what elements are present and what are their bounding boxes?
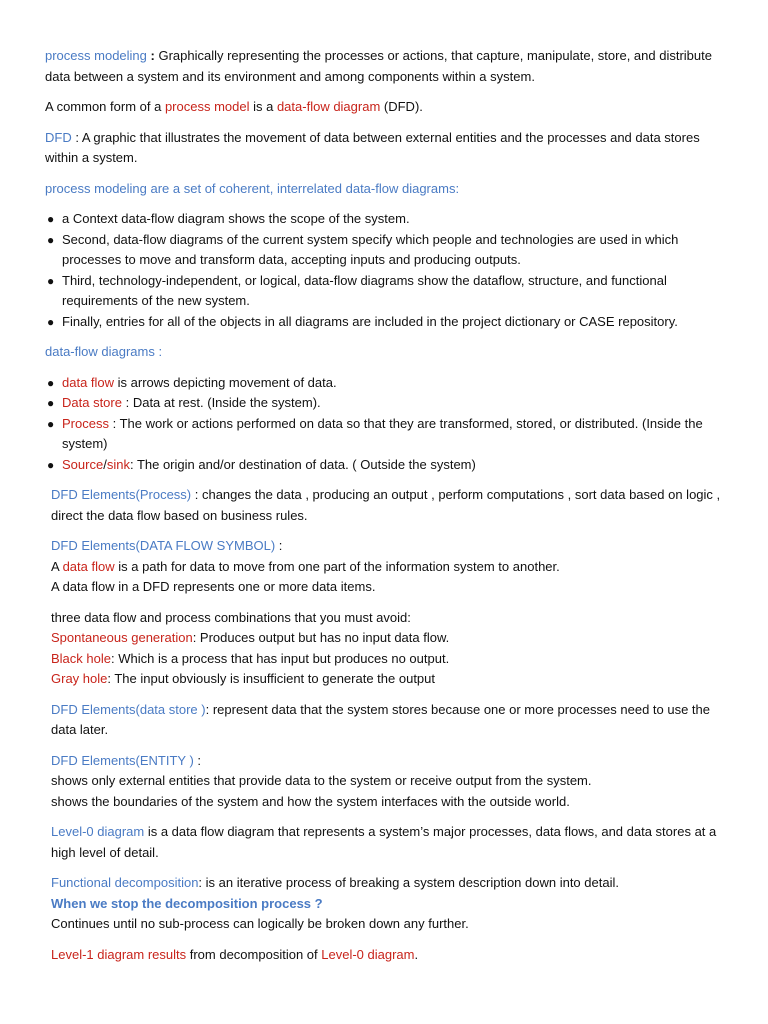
avoid-text: : Produces output but has no input data flow. xyxy=(192,630,450,645)
flow-line1-post: is a path for data to move from one part of the information system to another. xyxy=(114,558,560,574)
avoid-item xyxy=(51,649,728,670)
element-flow-block xyxy=(45,536,728,598)
element-entity-line2: shows the boundaries of the system and how the system interfaces with the outside world. xyxy=(51,793,570,809)
avoid-block xyxy=(45,608,728,690)
element-entity-term: DFD Elements(ENTITY ) xyxy=(51,752,194,768)
list-item-text: Finally, entries for all of the objects in all diagrams are included in the project dictionary or CASE repository. xyxy=(62,313,678,329)
data-flow-diagram-term: data-flow diagram xyxy=(276,99,381,114)
dfd-definition-text: : A graphic that illustrates the movement of data between external entities and the processes and data stores within a system. xyxy=(45,129,700,165)
list-item-text: : Data at rest. (Inside the system). xyxy=(121,395,321,410)
element-entity-line1: shows only external entities that provide data to the system or receive output from the system. xyxy=(51,773,592,788)
func-decomp-line xyxy=(51,873,728,894)
dfd-list xyxy=(45,373,728,476)
element-process-term: DFD Elements(Process) xyxy=(51,487,192,502)
data-store-term: Data store xyxy=(62,395,122,410)
process-modeling-term: process modeling xyxy=(45,48,147,63)
element-store-text: : represent data that the system stores because one or more processes need to use the data later. xyxy=(51,701,711,737)
flow-line1-pre: A xyxy=(51,558,63,574)
functional-decomposition-block xyxy=(45,873,728,935)
source-term: Source xyxy=(62,456,104,472)
element-flow-line2: A data flow in a DFD represents one or more data items. xyxy=(51,579,376,594)
common-form-mid: is a xyxy=(249,99,277,114)
func-decomp-answer: Continues until no sub-process can logically be broken down any further. xyxy=(51,916,469,931)
element-flow-term: DFD Elements(DATA FLOW SYMBOL) xyxy=(51,538,276,553)
level0-text: is a data flow diagram that represents a system’s major processes, data flows, and data stores at a high level of detail. xyxy=(51,824,717,860)
element-process-paragraph xyxy=(45,485,728,526)
list-item xyxy=(45,230,728,271)
bullet-icon: ● xyxy=(47,457,55,472)
element-entity-block xyxy=(45,751,728,813)
avoid-text: : Which is a process that has input but produces no output. xyxy=(110,650,450,666)
bullet-icon: ● xyxy=(47,375,55,390)
list-item xyxy=(45,414,728,455)
func-decomp-term: Functional decomposition xyxy=(51,875,199,890)
common-form-paragraph xyxy=(45,97,728,118)
list-item xyxy=(45,209,728,230)
avoid-text: : The input obviously is insufficient to generate the output xyxy=(107,671,435,686)
avoid-item xyxy=(51,669,728,690)
dfd-term: DFD xyxy=(45,129,72,145)
set-heading: process modeling are a set of coherent, interrelated data-flow diagrams: xyxy=(45,180,460,196)
list-item xyxy=(45,393,728,414)
common-form-post: (DFD). xyxy=(380,99,423,114)
list-item xyxy=(45,373,728,394)
avoid-term: Black hole xyxy=(51,650,111,666)
element-flow-heading xyxy=(51,536,728,557)
list-item-text: Third, technology-independent, or logical, data-flow diagrams show the dataflow, structure, and functional requirements of the new system. xyxy=(62,272,667,308)
avoid-item xyxy=(51,628,728,649)
element-entity-colon: : xyxy=(193,752,202,768)
bullet-icon: ● xyxy=(47,232,55,247)
list-item-text: : The work or actions performed on data so that they are transformed, stored, or distributed. (Inside the system) xyxy=(62,415,703,451)
list-item-text: : The origin and/or destination of data. ( Outside the system) xyxy=(129,456,476,472)
list-item-text: Second, data-flow diagrams of the current system specify which people and technologies are used in which processes to move and transform data, accepting inputs and producing outputs. xyxy=(62,231,679,267)
bullet-icon: ● xyxy=(47,416,55,431)
level1-paragraph xyxy=(45,945,728,966)
sink-term: sink xyxy=(106,456,130,472)
common-form-pre: A common form of a xyxy=(45,99,165,114)
dfd-heading: data-flow diagrams : xyxy=(45,344,163,359)
element-store-term: DFD Elements(data store ) xyxy=(51,701,206,717)
avoid-intro: three data flow and process combinations that you must avoid: xyxy=(51,609,411,625)
func-decomp-question: When we stop the decomposition process ? xyxy=(51,895,323,911)
set-list xyxy=(45,209,728,332)
slash-separator: / xyxy=(103,456,107,472)
element-process-text: : changes the data , producing an output , perform computations , sort data based on logic , direct the data flow based on business rules. xyxy=(51,487,721,523)
intro-paragraph xyxy=(45,46,728,87)
bullet-icon: ● xyxy=(47,396,55,410)
flow-line1-term: data flow xyxy=(62,558,115,574)
level1-term: Level-1 diagram results xyxy=(51,946,187,962)
bullet-icon: ● xyxy=(47,273,55,288)
list-item xyxy=(45,455,728,476)
bullet-icon: ● xyxy=(47,212,55,226)
level0-ref-term: Level-0 diagram xyxy=(321,946,415,962)
element-store-paragraph xyxy=(45,700,728,741)
list-item-text: a Context data-flow diagram shows the scope of the system. xyxy=(62,211,410,226)
process-term: Process xyxy=(62,415,109,431)
list-item xyxy=(45,271,728,312)
intro-text: Graphically representing the processes or actions, that capture, manipulate, store, and distribute data between a system and its environment and among components within a system. xyxy=(45,48,712,84)
intro-colon: : xyxy=(146,48,159,63)
level0-paragraph xyxy=(45,822,728,863)
level0-term: Level-0 diagram xyxy=(51,824,145,839)
list-item xyxy=(45,312,728,333)
level1-post: . xyxy=(414,946,419,962)
bullet-icon: ● xyxy=(47,314,55,329)
element-entity-heading xyxy=(51,751,728,772)
element-flow-colon: : xyxy=(275,538,283,553)
func-decomp-text: : is an iterative process of breaking a system description down into detail. xyxy=(198,875,619,890)
element-flow-line1 xyxy=(51,557,728,578)
dfd-definition-paragraph xyxy=(45,128,728,169)
data-flow-term: data flow xyxy=(62,374,115,390)
list-item-text: is arrows depicting movement of data. xyxy=(114,374,337,390)
process-model-term: process model xyxy=(164,99,250,114)
avoid-term: Spontaneous generation xyxy=(51,630,193,645)
avoid-term: Gray hole xyxy=(51,671,108,686)
level1-mid: from decomposition of xyxy=(186,946,322,962)
